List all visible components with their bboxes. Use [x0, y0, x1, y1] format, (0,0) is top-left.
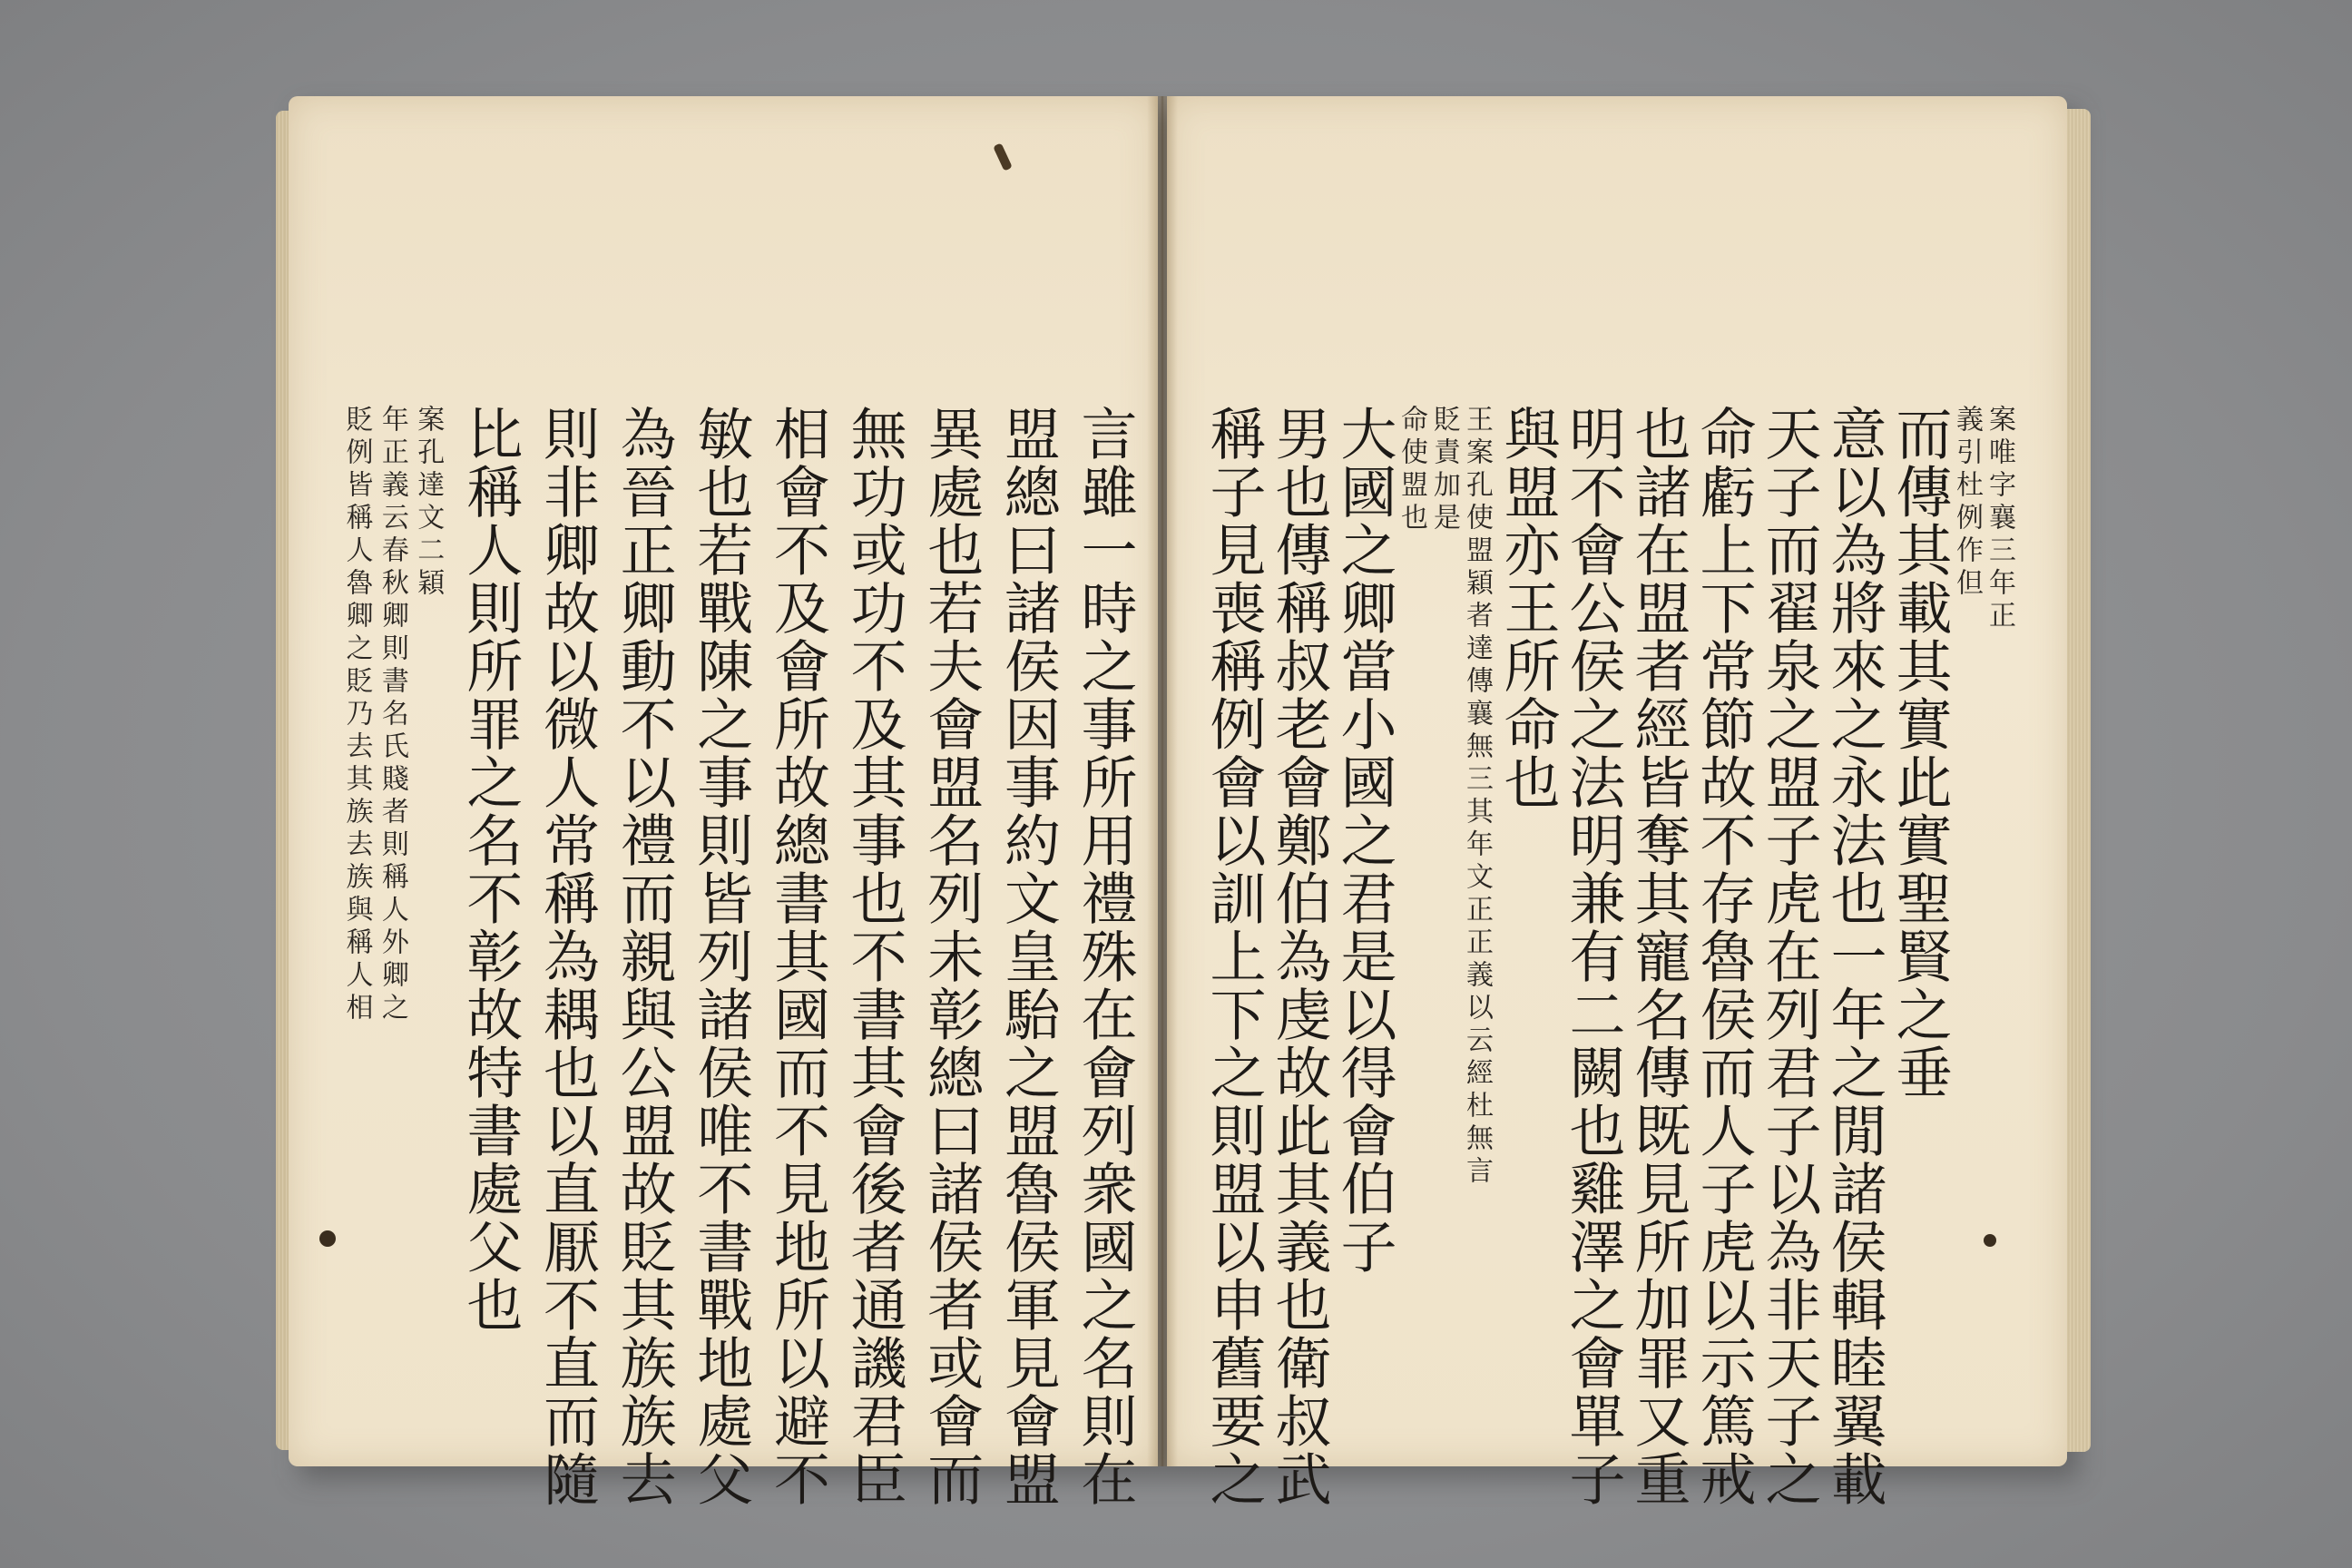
text-column: 無功或功不及其事也不書其會後者通譏君臣 — [841, 405, 908, 1508]
text-column: 也諸在盟者經皆奪其寵名傳既見所加罪又重 — [1625, 405, 1691, 1508]
text-column: 命虧上下常節故不存魯侯而人子虎以示篤戒 — [1690, 405, 1757, 1508]
annotation-column: 案孔達文二穎 — [412, 405, 445, 601]
text-column: 而傳其載其實此實聖賢之垂 — [1886, 405, 1953, 1102]
text-column: 男也傳稱叔老會鄭伯為虔故此其義也衛叔武 — [1266, 405, 1332, 1508]
text-column: 稱子見喪稱例會以訓上下之則盟以申舊要之 — [1200, 405, 1267, 1508]
right-page — [1167, 96, 2067, 1508]
left-page-edges — [276, 111, 289, 1450]
annotation-column: 年正義云春秋卿則書名氏賤者則稱人外卿之 — [376, 405, 408, 1025]
ink-stain — [993, 142, 1013, 171]
text-column: 意以為將來之永法也一年之閒諸侯輯睦翼載 — [1821, 405, 1887, 1508]
left-page — [289, 96, 1158, 1508]
right-page-edges — [2067, 109, 2091, 1452]
annotation-column: 王案孔使盟穎者達傳襄無三其年文正正義以云經杜無言 — [1461, 405, 1493, 1189]
text-column: 大國之卿當小國之君是以得會伯子 — [1331, 405, 1397, 1276]
text-column: 天子而翟泉之盟子虎在列君子以為非天子之 — [1756, 405, 1822, 1508]
annotation-column: 貶責加是 — [1428, 405, 1460, 535]
text-column: 比稱人則所罪之名不彰故特書處父也 — [456, 405, 524, 1334]
text-column: 敏也若戰陳之事則皆列諸侯唯不書戰地處父 — [687, 405, 754, 1508]
left-page-text — [334, 405, 1138, 1508]
open-book — [289, 96, 2067, 1508]
text-column: 與盟亦王所命也 — [1494, 405, 1561, 811]
text-column: 明不會公侯之法明兼有二闕也雞澤之會單子 — [1560, 405, 1626, 1508]
annotation-column: 命使盟也 — [1396, 405, 1427, 535]
text-column: 為晉正卿動不以禮而親與公盟故貶其族族去 — [611, 405, 678, 1508]
text-column: 盟總曰諸侯因事約文皇駘之盟魯侯軍見會盟 — [995, 405, 1062, 1508]
text-column: 相會不及會所故總書其國而不見地所以避不 — [764, 405, 831, 1508]
text-column: 異處也若夫會盟名列未彰總曰諸侯者或會而 — [917, 405, 985, 1508]
annotation-column: 貶例皆稱人魯卿之貶乃去其族去族與稱人相 — [340, 405, 373, 1025]
annotation-column: 義引杜例作但 — [1951, 405, 1983, 601]
text-column: 則非卿故以微人常稱為耦也以直厭不直而隨 — [534, 405, 601, 1508]
annotation-column: 案唯字襄三年正 — [1984, 405, 2015, 633]
text-column: 言雖一時之事所用禮殊在會列衆國之名則在 — [1072, 405, 1138, 1508]
book-gutter — [1147, 96, 1178, 1466]
right-page-text — [1200, 405, 2015, 1508]
